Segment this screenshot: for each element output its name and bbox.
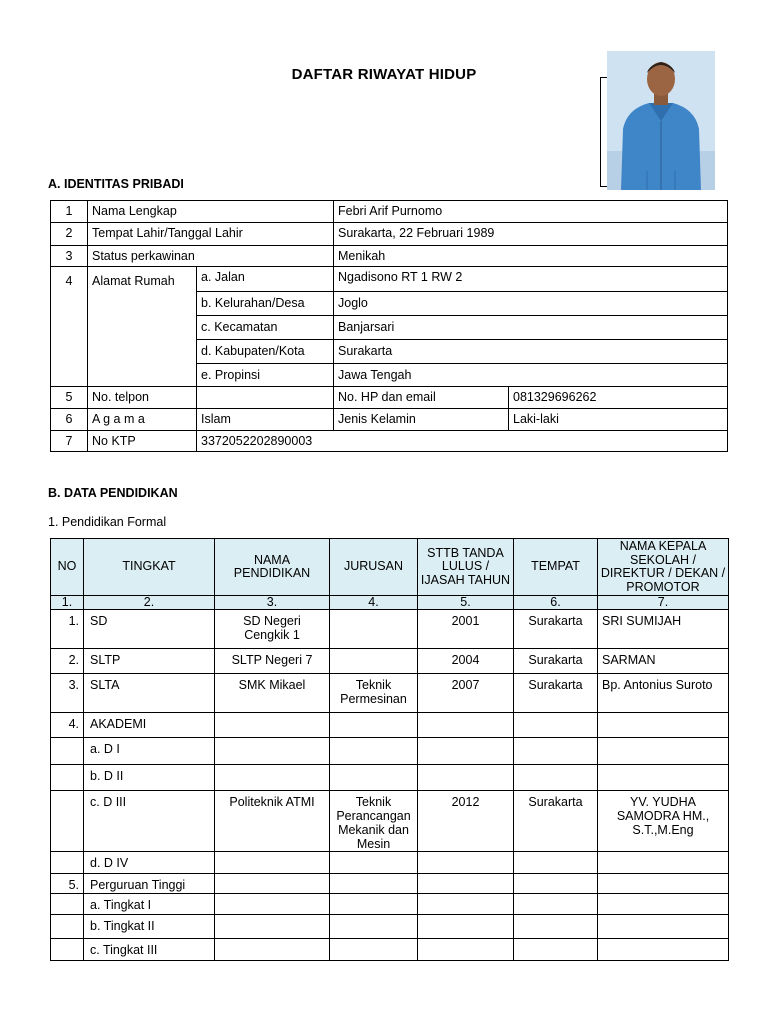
cell-kepala: Bp. Antonius Suroto: [598, 674, 729, 713]
field-value: Surakarta, 22 Februari 1989: [334, 223, 728, 246]
field-label: No KTP: [88, 431, 197, 452]
cell-tempat: [514, 894, 598, 915]
cell-tingkat: SLTA: [84, 674, 215, 713]
column-number: 3.: [215, 596, 330, 610]
cell-nama: [215, 713, 330, 738]
address-sublabel: a. Jalan: [197, 267, 334, 292]
cell-jurusan: [330, 915, 418, 939]
cell-tahun: [418, 852, 514, 874]
cell-no: [51, 791, 84, 852]
table-row: [51, 874, 729, 894]
cell-tingkat: a. Tingkat I: [84, 894, 215, 915]
address-sublabel: d. Kabupaten/Kota: [197, 340, 334, 364]
cell-tahun: [418, 738, 514, 765]
column-number: 5.: [418, 596, 514, 610]
cell-tingkat: AKADEMI: [84, 713, 215, 738]
cell-tahun: [418, 915, 514, 939]
cell-tahun: [418, 713, 514, 738]
cell-kepala: [598, 765, 729, 791]
cell-kepala: YV. YUDHA SAMODRA HM., S.T.,M.Eng: [598, 791, 729, 852]
table-header-row: [51, 539, 729, 596]
education-table: [50, 538, 729, 961]
cell-tingkat: d. D IV: [84, 852, 215, 874]
cell-tempat: [514, 939, 598, 961]
cell-tahun: 2012: [418, 791, 514, 852]
cell-jurusan: [330, 713, 418, 738]
address-sublabel: b. Kelurahan/Desa: [197, 292, 334, 316]
document-title: DAFTAR RIWAYAT HIDUP: [291, 66, 477, 83]
cell-tahun: [418, 894, 514, 915]
row-number: 1: [51, 201, 88, 223]
address-sublabel: e. Propinsi: [197, 364, 334, 387]
cell-no: 3.: [51, 674, 84, 713]
cell-no: [51, 915, 84, 939]
cell-no: [51, 852, 84, 874]
cell-no: [51, 939, 84, 961]
identity-table: [50, 200, 728, 452]
cell-tingkat: b. Tingkat II: [84, 915, 215, 939]
cell-jurusan: [330, 738, 418, 765]
identity-row: [51, 431, 728, 452]
field-value: Laki-laki: [509, 409, 728, 431]
cell-nama: [215, 894, 330, 915]
field-value: Menikah: [334, 246, 728, 267]
cell-no: 5.: [51, 874, 84, 894]
cell-kepala: [598, 939, 729, 961]
cell-no: 1.: [51, 610, 84, 649]
identity-row: [51, 387, 728, 409]
field-value: Joglo: [334, 292, 728, 316]
identity-row: [51, 267, 728, 292]
cell-tahun: [418, 939, 514, 961]
field-value: [197, 387, 334, 409]
field-value: 3372052202890003: [197, 431, 728, 452]
cell-kepala: [598, 852, 729, 874]
column-header: NO: [51, 539, 84, 596]
field-value: Surakarta: [334, 340, 728, 364]
cell-tempat: [514, 852, 598, 874]
address-sublabel: c. Kecamatan: [197, 316, 334, 340]
table-row: [51, 765, 729, 791]
cell-nama: SLTP Negeri 7: [215, 649, 330, 674]
cell-tingkat: SD: [84, 610, 215, 649]
field-label: A g a m a: [88, 409, 197, 431]
column-header: TEMPAT: [514, 539, 598, 596]
cell-tingkat: a. D I: [84, 738, 215, 765]
field-value: Islam: [197, 409, 334, 431]
cell-nama: [215, 738, 330, 765]
field-value: 081329696262: [509, 387, 728, 409]
identity-row: [51, 201, 728, 223]
cell-tahun: 2001: [418, 610, 514, 649]
cell-jurusan: [330, 852, 418, 874]
table-row: [51, 649, 729, 674]
cell-nama: SMK Mikael: [215, 674, 330, 713]
table-row: [51, 915, 729, 939]
cell-jurusan: [330, 610, 418, 649]
identity-row: [51, 223, 728, 246]
cell-tempat: [514, 915, 598, 939]
field-label: No. HP dan email: [334, 387, 509, 409]
cell-kepala: [598, 894, 729, 915]
field-value: Febri Arif Purnomo: [334, 201, 728, 223]
section-b-heading: B. DATA PENDIDIKAN: [48, 486, 178, 500]
cell-tingkat: c. Tingkat III: [84, 939, 215, 961]
cell-jurusan: [330, 765, 418, 791]
cell-jurusan: [330, 649, 418, 674]
column-header: NAMA PENDIDIKAN: [215, 539, 330, 596]
cell-no: [51, 738, 84, 765]
table-row: [51, 939, 729, 961]
cell-tingkat: Perguruan Tinggi: [84, 874, 215, 894]
column-number-row: [51, 596, 729, 610]
cell-tempat: [514, 713, 598, 738]
cell-jurusan: Teknik Permesinan: [330, 674, 418, 713]
field-value: Ngadisono RT 1 RW 2: [334, 267, 728, 292]
column-number: 4.: [330, 596, 418, 610]
cell-kepala: [598, 713, 729, 738]
cell-kepala: SRI SUMIJAH: [598, 610, 729, 649]
column-header: STTB TANDA LULUS / IJASAH TAHUN: [418, 539, 514, 596]
education-rows: [51, 610, 729, 961]
row-number: 5: [51, 387, 88, 409]
cell-no: 4.: [51, 713, 84, 738]
cell-tahun: 2004: [418, 649, 514, 674]
field-label: Tempat Lahir/Tanggal Lahir: [88, 223, 334, 246]
cell-kepala: [598, 874, 729, 894]
column-number: 6.: [514, 596, 598, 610]
cell-kepala: SARMAN: [598, 649, 729, 674]
cell-tempat: [514, 874, 598, 894]
cell-tempat: Surakarta: [514, 610, 598, 649]
cell-tingkat: SLTP: [84, 649, 215, 674]
cell-jurusan: [330, 939, 418, 961]
row-number: 4: [51, 267, 88, 387]
column-header: JURUSAN: [330, 539, 418, 596]
field-label: Nama Lengkap: [88, 201, 334, 223]
cell-jurusan: Teknik Perancangan Mekanik dan Mesin: [330, 791, 418, 852]
cell-tempat: Surakarta: [514, 649, 598, 674]
identity-row: [51, 409, 728, 431]
cell-tempat: [514, 765, 598, 791]
cell-jurusan: [330, 874, 418, 894]
cell-tingkat: c. D III: [84, 791, 215, 852]
cell-tempat: [514, 738, 598, 765]
column-header: TINGKAT: [84, 539, 215, 596]
formal-education-subheading: 1. Pendidikan Formal: [48, 515, 167, 529]
column-header: NAMA KEPALA SEKOLAH / DIREKTUR / DEKAN / PROMOTOR: [598, 539, 729, 596]
cell-nama: [215, 939, 330, 961]
table-row: [51, 738, 729, 765]
table-row: [51, 610, 729, 649]
cell-nama: [215, 852, 330, 874]
column-number: 1.: [51, 596, 84, 610]
cell-tingkat: b. D II: [84, 765, 215, 791]
cell-nama: [215, 874, 330, 894]
cell-tahun: [418, 874, 514, 894]
field-label: Alamat Rumah: [88, 267, 197, 387]
table-row: [51, 674, 729, 713]
field-value: Banjarsari: [334, 316, 728, 340]
cell-tahun: [418, 765, 514, 791]
cell-nama: Politeknik ATMI: [215, 791, 330, 852]
table-row: [51, 852, 729, 874]
row-number: 2: [51, 223, 88, 246]
profile-photo: [607, 51, 715, 190]
column-number: 2.: [84, 596, 215, 610]
cell-nama: SD Negeri Cengkik 1: [215, 610, 330, 649]
cell-jurusan: [330, 894, 418, 915]
cell-tahun: 2007: [418, 674, 514, 713]
field-label: Jenis Kelamin: [334, 409, 509, 431]
row-number: 3: [51, 246, 88, 267]
identity-row: [51, 246, 728, 267]
row-number: 6: [51, 409, 88, 431]
cell-tempat: Surakarta: [514, 791, 598, 852]
row-number: 7: [51, 431, 88, 452]
cell-no: [51, 765, 84, 791]
cell-no: 2.: [51, 649, 84, 674]
column-number: 7.: [598, 596, 729, 610]
table-row: [51, 894, 729, 915]
cell-tempat: Surakarta: [514, 674, 598, 713]
cell-no: [51, 894, 84, 915]
field-value: Jawa Tengah: [334, 364, 728, 387]
cell-kepala: [598, 915, 729, 939]
cell-nama: [215, 915, 330, 939]
section-a-heading: A. IDENTITAS PRIBADI: [48, 177, 184, 191]
cell-kepala: [598, 738, 729, 765]
cell-nama: [215, 765, 330, 791]
table-row: [51, 713, 729, 738]
table-row: [51, 791, 729, 852]
field-label: No. telpon: [88, 387, 197, 409]
field-label: Status perkawinan: [88, 246, 334, 267]
